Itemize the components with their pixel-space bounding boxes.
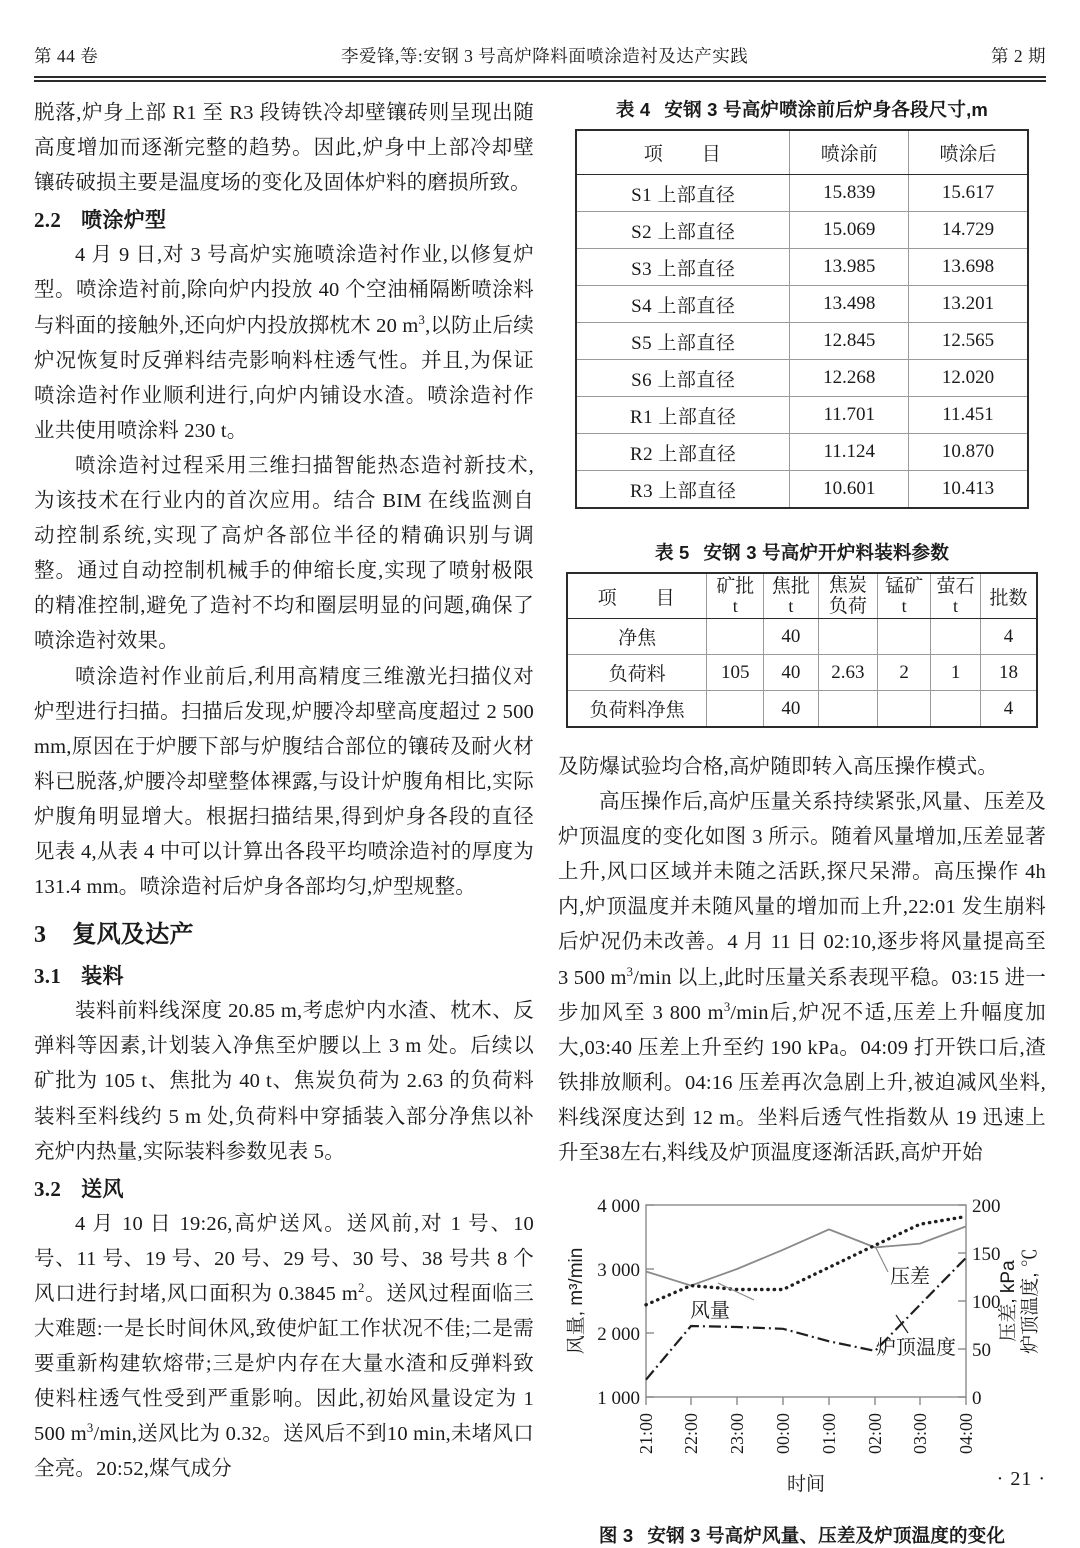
svg-text:22:00: 22:00 xyxy=(681,1413,701,1455)
table4-cell-item: R1 上部直径 xyxy=(576,397,790,434)
heading-3-2-number: 3.2 xyxy=(34,1176,62,1201)
svg-text:03:00: 03:00 xyxy=(910,1413,930,1455)
table5-spacer xyxy=(558,728,1046,750)
table5-cell-batches: 4 xyxy=(981,691,1037,728)
svg-text:200: 200 xyxy=(972,1196,1001,1218)
table5-col-fluorite-label: 萤石 xyxy=(936,576,975,597)
table-row xyxy=(567,619,1037,655)
right-column xyxy=(558,96,1046,1548)
table4-cell-item: S2 上部直径 xyxy=(576,212,790,249)
table5-cell-mn: 2 xyxy=(878,655,931,691)
table5-col-fluorite-unit: t xyxy=(953,596,959,616)
table4-cell-after: 14.729 xyxy=(908,212,1028,249)
table4-cell-item: S3 上部直径 xyxy=(576,249,790,286)
table4-cell-before: 13.498 xyxy=(790,286,909,323)
table5-cell-fl xyxy=(931,619,981,655)
chart-right-axis-title-1: 压差, kPa xyxy=(998,1260,1019,1342)
table5-cell-item: 净焦 xyxy=(567,619,707,655)
table4-cell-before: 11.124 xyxy=(790,434,909,471)
table4-cell-before: 10.601 xyxy=(790,471,909,509)
heading-2-2 xyxy=(34,203,534,238)
svg-text:21:00: 21:00 xyxy=(636,1413,656,1455)
para6-part-a: 4 月 10 日 19:26,高炉送风。送风前,对 1 号、10 号、11 号、19 号、20 号、29 号、30 号、38 号共 8 个风口进行封堵,风口面积为 0.3845 m xyxy=(34,1212,534,1305)
figure-3-caption xyxy=(558,1522,1046,1548)
para2-part-b: ,以防止后续炉况恢复时反弹料结壳影响料柱透气性。并且,为保证喷涂造衬作业顺利进行,向炉内铺设水渣。喷涂造衬作业共使用喷涂料 230 t。 xyxy=(34,314,534,442)
table4-cell-before: 13.985 xyxy=(790,249,909,286)
table4-cell-after: 12.020 xyxy=(908,360,1028,397)
table4-col-after: 喷涂后 xyxy=(908,130,1028,175)
table5-col-ore-batch xyxy=(707,573,764,619)
para2-part-a: 4 月 9 日,对 3 号高炉实施喷涂造衬作业,以修复炉型。喷涂造衬前,除向炉内投放 40 个空油桶隔断喷涂料与料面的接触外,还向炉内投放掷枕木 20 m xyxy=(34,244,534,337)
table5-cell-load xyxy=(818,691,878,728)
table5-cell-mn xyxy=(878,619,931,655)
table4-caption-text: 安钢 3 号高炉喷涂前后炉身各段尺寸,m xyxy=(664,99,989,120)
para6-part-b: 。送风过程面临三大难题:一是长时间休风,致使炉缸工作状况不佳;二是需要重新构建软熔带;三是炉内存在大量水渣和反弹料致使料柱透气性受到严重影响。因此,初始风量设定为 1 500 m xyxy=(34,1283,534,1446)
para6-part-c: /min,送风比为 0.32。送风后不到10 min,未堵风口全亮。20:52,煤气成分 xyxy=(34,1423,534,1481)
table-row xyxy=(576,249,1028,286)
table4-cell-before: 11.701 xyxy=(790,397,909,434)
table5-cell-ore xyxy=(707,619,764,655)
table4-cell-item: R3 上部直径 xyxy=(576,471,790,509)
heading-2-2-number: 2.2 xyxy=(34,208,62,233)
page-number: · 21 · xyxy=(996,1468,1046,1490)
table4-cell-after: 13.201 xyxy=(908,286,1028,323)
table-row xyxy=(567,655,1037,691)
table4-cell-before: 12.268 xyxy=(790,360,909,397)
table5-col-ore-batch-label: 矿批 xyxy=(716,576,755,597)
table5-col-ore-batch-unit: t xyxy=(732,596,738,616)
table5-body xyxy=(567,619,1037,728)
chart-series-pressure-diff xyxy=(646,1217,966,1305)
chart-right-axis-title-2: 炉顶温度, ℃ xyxy=(1020,1248,1041,1354)
superscript-cubic-r1: 3 xyxy=(626,964,634,979)
table5-cell-ore xyxy=(707,691,764,728)
table5-col-coke-load-label: 焦炭 xyxy=(828,575,867,596)
svg-text:100: 100 xyxy=(972,1292,1001,1314)
table5-caption-text: 安钢 3 号高炉开炉料装料参数 xyxy=(703,542,950,563)
table5-cell-fl xyxy=(931,691,981,728)
table5-cell-batches: 4 xyxy=(981,619,1037,655)
chart-annotation-top-temperature: 炉顶温度 xyxy=(876,1337,956,1360)
table5-cell-batches: 18 xyxy=(981,655,1037,691)
table5-cell-coke: 40 xyxy=(764,691,818,728)
table4-cell-item: S4 上部直径 xyxy=(576,286,790,323)
table-row xyxy=(576,434,1028,471)
svg-text:01:00: 01:00 xyxy=(819,1413,839,1455)
svg-text:50: 50 xyxy=(972,1340,991,1362)
table4-caption xyxy=(558,96,1046,122)
table4-cell-after: 11.451 xyxy=(908,397,1028,434)
table-row xyxy=(567,691,1037,728)
table4-cell-after: 10.870 xyxy=(908,434,1028,471)
table-row xyxy=(576,471,1028,509)
table-row xyxy=(576,397,1028,434)
rpara2-part-b: /min 以上,此时压量关系表现平稳。03:15 进一步加风至 3 800 m xyxy=(558,966,1046,1024)
svg-text:02:00: 02:00 xyxy=(865,1413,885,1455)
table-5 xyxy=(566,572,1038,728)
svg-text:23:00: 23:00 xyxy=(727,1413,747,1455)
chart-right-tick-labels xyxy=(972,1196,1001,1409)
table4-cell-item: S1 上部直径 xyxy=(576,175,790,212)
running-head-issue: 第 2 期 xyxy=(991,45,1046,66)
svg-text:150: 150 xyxy=(972,1244,1001,1266)
table5-col-manganese xyxy=(878,573,931,619)
superscript-cubic-r2: 3 xyxy=(723,999,731,1014)
table4-cell-item: R2 上部直径 xyxy=(576,434,790,471)
table5-cell-load: 2.63 xyxy=(818,655,878,691)
figure-3-chart xyxy=(558,1187,1046,1505)
rpara2-part-a: 高压操作后,高炉压量关系持续紧张,风量、压差及炉顶温度的变化如图 3 所示。随着风量增加,压差显著上升,风口区域并未随之活跃,探尺呆滞。高压操作 4h 内,炉顶温度并未随风量的增加而上升,22:01 发生崩料后炉况仍未改善。4 月 11 日 02:10,逐步将风量提高至 3 500 m xyxy=(558,791,1046,989)
table5-cell-mn xyxy=(878,691,931,728)
table4-cell-after: 10.413 xyxy=(908,471,1028,509)
table4-body xyxy=(576,175,1028,509)
figure-3 xyxy=(558,1187,1046,1548)
chart-annotation-leader-pressure xyxy=(876,1248,888,1272)
chart-xaxis-title: 时间 xyxy=(786,1474,826,1496)
chart-right-ticks xyxy=(958,1205,966,1397)
chart-annotation-pressure-diff: 压差 xyxy=(890,1266,930,1289)
chart-x-ticks xyxy=(646,1397,966,1405)
table4-cell-item: S5 上部直径 xyxy=(576,323,790,360)
table5-col-item: 项 目 xyxy=(567,573,707,619)
paragraph-spray-furnace xyxy=(34,238,534,449)
paragraph-high-pressure xyxy=(558,785,1046,1171)
heading-3 xyxy=(34,913,534,957)
table-4 xyxy=(575,129,1029,509)
running-head-title: 李爱锋,等:安钢 3 号高炉降料面喷涂造衬及达产实践 xyxy=(341,45,749,66)
superscript-square: 2 xyxy=(358,1281,365,1296)
chart-left-axis-title: 风量, m³/min xyxy=(566,1247,587,1355)
table5-col-coke-batch-unit: t xyxy=(788,596,794,616)
table5-header-row xyxy=(567,573,1037,619)
table-spacer xyxy=(558,509,1046,539)
chart-left-tick-labels xyxy=(597,1196,640,1409)
table4-cell-before: 15.839 xyxy=(790,175,909,212)
header-rule xyxy=(34,76,1046,81)
table-row xyxy=(576,175,1028,212)
heading-3-number: 3 xyxy=(34,922,47,949)
heading-3-text: 复风及达产 xyxy=(72,921,194,949)
table5-cell-coke: 40 xyxy=(764,655,818,691)
table-row xyxy=(576,360,1028,397)
table5-col-manganese-label: 锰矿 xyxy=(885,576,924,597)
superscript-cubic-2: 3 xyxy=(86,1421,94,1436)
running-head-volume: 第 44 卷 xyxy=(34,45,99,66)
table-row xyxy=(576,212,1028,249)
table5-col-fluorite xyxy=(931,573,981,619)
table4-caption-lead: 表 4 xyxy=(615,99,651,120)
table4-cell-after: 15.617 xyxy=(908,175,1028,212)
table5-cell-load xyxy=(818,619,878,655)
chart-annotation-air-volume: 风量 xyxy=(690,1300,730,1323)
table5-caption xyxy=(558,539,1046,565)
table4-col-item: 项 目 xyxy=(576,130,790,175)
superscript-cubic: 3 xyxy=(418,312,426,327)
table5-cell-item: 负荷料净焦 xyxy=(567,691,707,728)
paragraph-charging: 装料前料线深度 20.85 m,考虑炉内水渣、枕木、反弹料等因素,计划装入净焦至炉腰以上 3 m 处。后续以矿批为 105 t、焦批为 40 t、焦炭负荷为 2.63 的负荷料装料至料线约 5 m 处,负荷料中穿插装入部分净焦以补充炉内热量,实际装料参数见表 5。 xyxy=(34,1000,534,1163)
table5-col-coke-load-label2: 负荷 xyxy=(828,596,867,617)
table5-col-coke-batch xyxy=(764,573,818,619)
table5-col-manganese-unit: t xyxy=(901,596,907,616)
chart-x-tick-labels xyxy=(636,1413,976,1454)
paragraph-continued: 脱落,炉身上部 R1 至 R3 段铸铁冷却壁镶砖则呈现出随高度增加而逐渐完整的趋势。因此,炉身中上部冷却壁镶砖破损主要是温度场的变化及固体炉料的磨损所致。 xyxy=(34,102,534,195)
heading-3-1 xyxy=(34,959,534,994)
table4-header-row xyxy=(576,130,1028,175)
table5-cell-coke: 40 xyxy=(764,619,818,655)
paragraph-3d-scan: 喷涂造衬过程采用三维扫描智能热态造衬新技术,为该技术在行业内的首次应用。结合 BIM 在线监测自动控制系统,实现了高炉各部位半径的精确识别与调整。通过自动控制机械手的伸缩长度,实现了喷射极限的精准控制,避免了造衬不均和圈层明显的问题,确保了喷涂造衬效果。 xyxy=(34,454,534,653)
svg-text:3 000: 3 000 xyxy=(597,1260,640,1282)
table4-cell-after: 12.565 xyxy=(908,323,1028,360)
heading-3-1-number: 3.1 xyxy=(34,964,62,989)
table4-cell-after: 13.698 xyxy=(908,249,1028,286)
table5-col-coke-batch-label: 焦批 xyxy=(771,576,810,597)
table4-cell-before: 12.845 xyxy=(790,323,909,360)
heading-3-2 xyxy=(34,1172,534,1207)
svg-text:04:00: 04:00 xyxy=(956,1413,976,1455)
table-row xyxy=(576,323,1028,360)
table5-caption-lead: 表 5 xyxy=(654,542,690,563)
heading-2-2-text: 喷涂炉型 xyxy=(81,209,167,233)
table5-cell-fl: 1 xyxy=(931,655,981,691)
heading-3-2-text: 送风 xyxy=(81,1177,124,1201)
paragraph-explosion-test: 及防爆试验均合格,高炉随即转入高压操作模式。 xyxy=(558,756,999,778)
table5-cell-item: 负荷料 xyxy=(567,655,707,691)
figure-3-caption-text: 安钢 3 号高炉风量、压差及炉顶温度的变化 xyxy=(647,1525,1006,1547)
heading-3-1-text: 装料 xyxy=(81,965,124,989)
svg-text:2 000: 2 000 xyxy=(597,1324,640,1346)
table-row xyxy=(576,286,1028,323)
svg-text:0: 0 xyxy=(972,1388,982,1410)
left-column xyxy=(34,96,534,1488)
table4-col-before: 喷涂前 xyxy=(790,130,909,175)
running-head xyxy=(34,38,1046,72)
rpara2-part-c: /min后,炉况不适,压差上升幅度加大,03:40 压差上升至约 190 kPa。04:09 打开铁口后,渣铁排放顺利。04:16 压差再次急剧上升,被迫减风坐料,料线深度达到 12 m。坐料后透气性指数从 19 迅速上升至38左右,料线及炉顶温度逐渐活跃,高炉开始 xyxy=(558,1001,1046,1165)
table4-cell-item: S6 上部直径 xyxy=(576,360,790,397)
table5-cell-ore: 105 xyxy=(707,655,764,691)
svg-text:00:00: 00:00 xyxy=(773,1413,793,1455)
svg-text:1 000: 1 000 xyxy=(597,1388,640,1410)
svg-text:4 000: 4 000 xyxy=(597,1196,640,1218)
table5-col-coke-load xyxy=(818,573,878,619)
figure-3-caption-lead: 图 3 xyxy=(598,1525,634,1547)
table4-cell-before: 15.069 xyxy=(790,212,909,249)
paragraph-blast xyxy=(34,1207,534,1488)
chart-annotation-leader-air xyxy=(718,1283,754,1300)
table5-col-batches: 批数 xyxy=(981,573,1037,619)
paragraph-laser-scan: 喷涂造衬作业前后,利用高精度三维激光扫描仪对炉型进行扫描。扫描后发现,炉腰冷却壁高度超过 2 500 mm,原因在于炉腰下部与炉腹结合部位的镶砖及耐火材料已脱落,炉腰冷却壁整体裸露,与设计炉腹角相比,实际炉腹角明显增大。根据扫描结果,得到炉身各段的直径见表 4,从表 4 中可以计算出各段平均喷涂造衬的厚度为 131.4 mm。喷涂造衬后炉身各部均匀,炉型规整。 xyxy=(34,665,534,899)
